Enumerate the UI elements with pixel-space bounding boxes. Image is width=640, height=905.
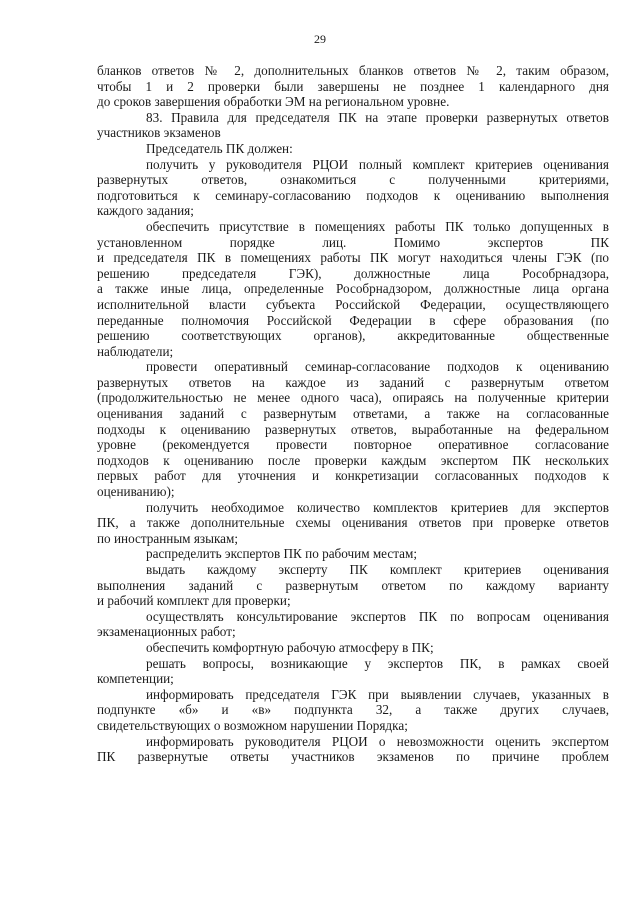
text-line: выдать каждому эксперту ПК комплект критериев оценивания [146, 562, 609, 577]
text-line: и председателя ПК в помещениях работы ПК могут находиться члены ГЭК (по [97, 250, 609, 266]
text-line: и рабочий комплект для проверки; [97, 593, 291, 609]
text-line: осуществлять консультирование экспертов ПК по вопросам оценивания [146, 608, 609, 624]
text-line: оцениванию); [97, 484, 175, 500]
text-line: развернутых ответов, ознакомиться с полученными критериями, [97, 172, 609, 188]
text-line: экзаменационных работ; [97, 624, 236, 640]
text-line: обеспечить присутствие в помещениях работы ПК только допущенных в [146, 218, 609, 234]
text-line: наблюдатели; [97, 343, 174, 359]
text-line: развернутых ответов на каждое из заданий с развернутым ответом [97, 374, 609, 390]
document-body [97, 63, 609, 765]
text-line: переданные полномочия Российской Федерации в сфере образования (по [97, 312, 609, 328]
text-line: бланков ответов № 2, дополнительных бланков ответов № 2, таким образом, [97, 63, 609, 78]
text-line: свидетельствующих о возможном нарушении Порядка; [97, 717, 408, 733]
text-line: обеспечить комфортную рабочую атмосферу в ПК; [146, 639, 434, 655]
text-line: ПК развернутые ответы участников экзаменов по причине проблем [97, 749, 609, 765]
text-line: а также иные лица, определенные Рособрнадзором, должностные лица органа [97, 281, 609, 297]
text-line: установленном порядке лиц. Помимо экспертов ПК [97, 234, 609, 250]
text-line: участников экзаменов [97, 125, 221, 141]
text-line: подходов к оцениванию после проверки каждым экспертом ПК нескольких [97, 452, 609, 468]
text-line: до сроков завершения обработки ЭМ на региональном уровне. [97, 94, 450, 110]
text-line: провести оперативный семинар-согласование подходов к оцениванию [146, 359, 609, 375]
text-line: (продолжительностью не менее одного часа), опираясь на полученные критерии [97, 390, 609, 406]
text-line: первых работ для уточнения и конкретизации согласованных подходов к [97, 468, 609, 484]
text-line: выполнения заданий с развернутым ответом по каждому варианту [97, 577, 609, 593]
text-line: исполнительной власти субъекта Российской Федерации, осуществляющего [97, 296, 609, 312]
text-line: ПК, а также дополнительные схемы оценивания ответов при проверке ответов [97, 515, 609, 531]
text-line: компетенции; [97, 671, 174, 687]
text-line: 83. Правила для председателя ПК на этапе проверки развернутых ответов [146, 109, 609, 125]
text-line: каждого задания; [97, 203, 194, 219]
text-line: подпункте «б» и «в» подпункта 32, а также других случаев, [97, 702, 609, 718]
text-line: оценивания заданий с развернутым ответами, а также на согласованные [97, 406, 609, 422]
text-line: уровне (рекомендуется провести повторное оперативное согласование [97, 437, 609, 453]
text-line: распределить экспертов ПК по рабочим местам; [146, 546, 418, 562]
text-line: по иностранным языкам; [97, 530, 239, 546]
text-line: Председатель ПК должен: [146, 140, 293, 156]
text-line: подготовиться к семинару-согласованию подходов к оцениванию выполнения [97, 187, 609, 203]
text-line: получить необходимое количество комплектов критериев для экспертов [146, 499, 609, 515]
text-line: решению председателя ГЭК), должностные лица Рособрнадзора, [97, 265, 609, 281]
text-line: чтобы 1 и 2 проверки были завершены не позднее 1 календарного дня [97, 78, 609, 94]
text-line: решать вопросы, возникающие у экспертов ПК, в рамках своей [146, 655, 609, 671]
text-line: подходы к оцениванию развернутых ответов, выработанные на федеральном [97, 421, 609, 437]
text-line: решению соответствующих органов), аккредитованные общественные [97, 328, 609, 344]
text-line: информировать руководителя РЦОИ о невозможности оценить экспертом [146, 733, 609, 749]
text-line: получить у руководителя РЦОИ полный комплект критериев оценивания [146, 156, 609, 172]
text-line: информировать председателя ГЭК при выявлении случаев, указанных в [146, 686, 609, 702]
page-number: 29 [314, 32, 326, 46]
